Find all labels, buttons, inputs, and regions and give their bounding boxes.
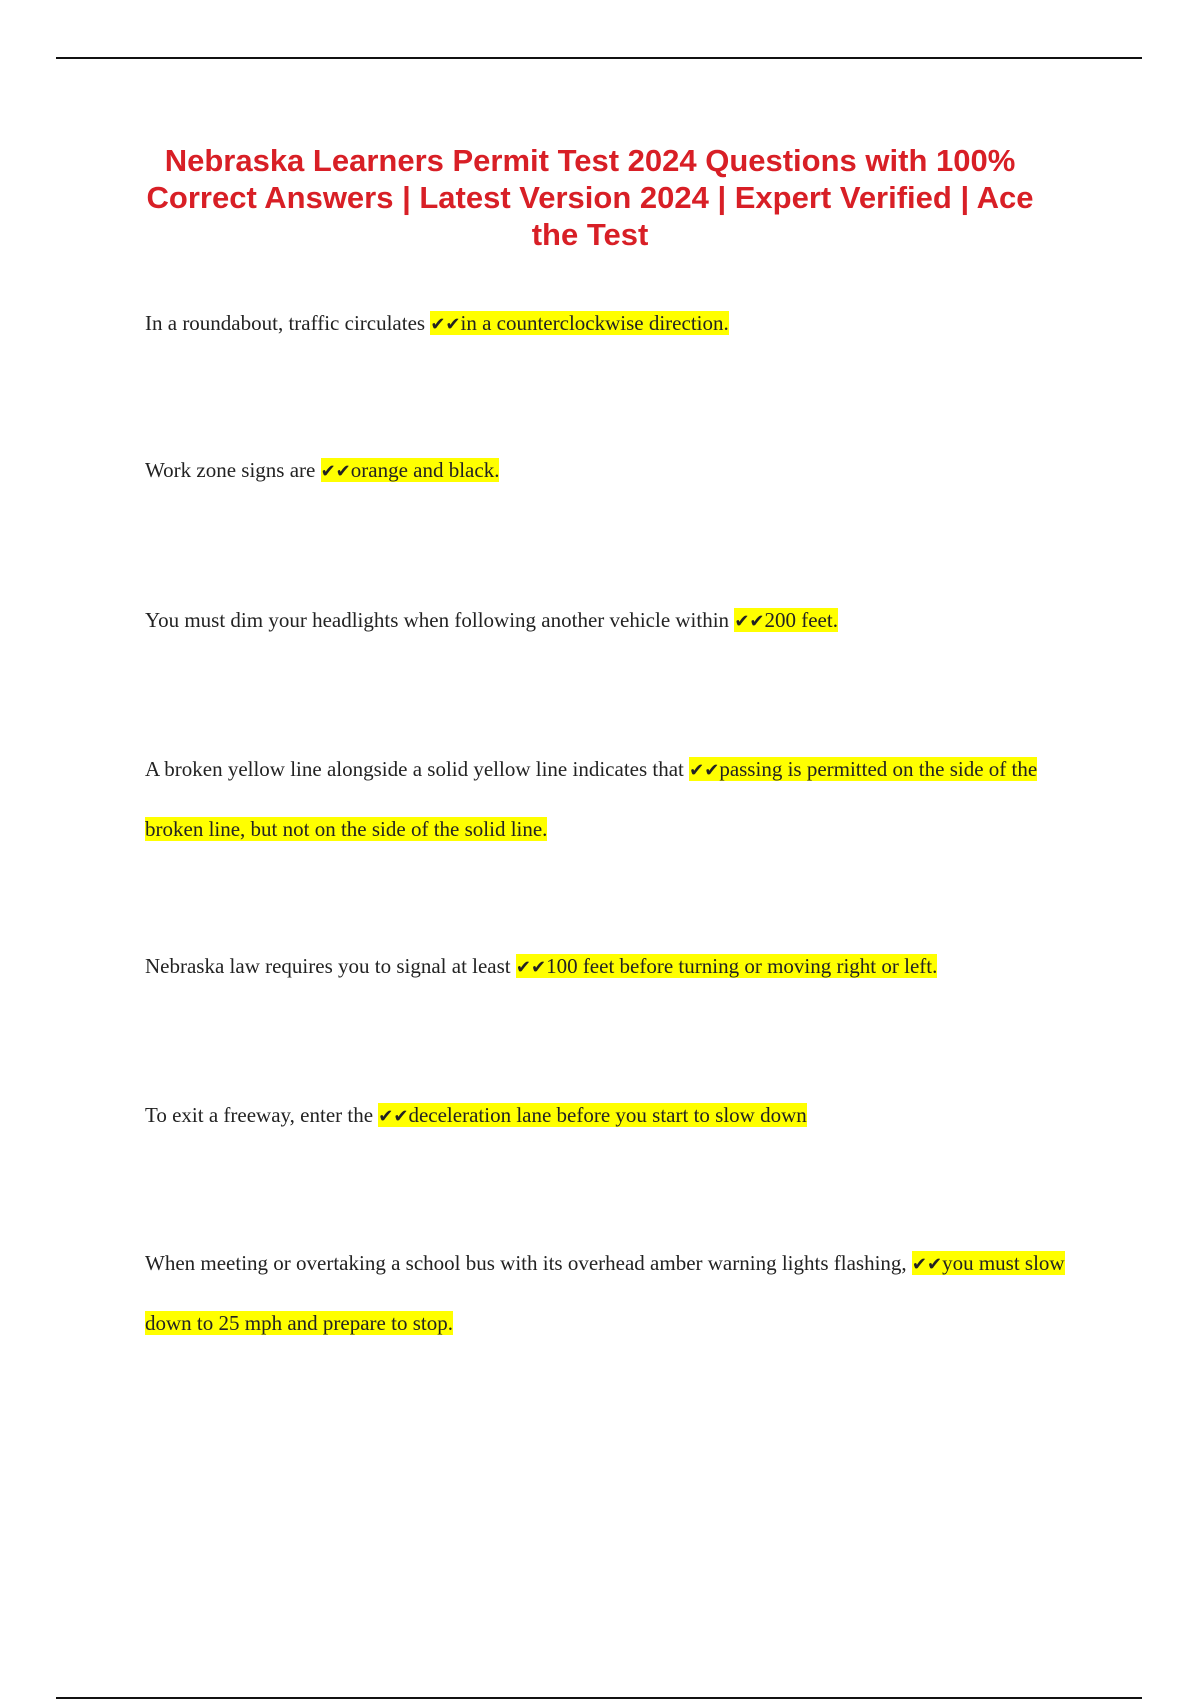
question-text: You must dim your headlights when following another vehicle within xyxy=(145,608,735,632)
question-text: Nebraska law requires you to signal at least xyxy=(145,954,516,978)
answer-highlight xyxy=(378,1103,806,1127)
qa-item-5 xyxy=(145,937,1075,997)
qa-item-1 xyxy=(145,294,1075,354)
double-check-icon: ✔✔ xyxy=(734,611,765,632)
bottom-rule xyxy=(56,1697,1142,1699)
qa-item-7 xyxy=(145,1234,1075,1352)
answer-highlight xyxy=(321,458,500,482)
answer-highlight xyxy=(430,311,728,335)
top-rule xyxy=(56,57,1142,59)
qa-item-4 xyxy=(145,740,1075,858)
qa-item-3 xyxy=(145,591,1075,651)
question-text: A broken yellow line alongside a solid yellow line indicates that xyxy=(145,757,690,781)
answer-text: passing is permitted on the side of the broken line, but not on the side of the solid line. xyxy=(145,757,1038,841)
answer-text: in a counterclockwise direction. xyxy=(460,311,729,335)
answer-text: orange and black. xyxy=(350,458,500,482)
answer-text: you must slow down to 25 mph and prepare to stop. xyxy=(145,1251,1065,1335)
qa-item-2 xyxy=(145,441,1075,501)
question-text: To exit a freeway, enter the xyxy=(145,1103,379,1127)
double-check-icon: ✔✔ xyxy=(378,1106,409,1127)
answer-text: deceleration lane before you start to slow down xyxy=(408,1103,807,1127)
answer-highlight xyxy=(516,954,937,978)
double-check-icon: ✔✔ xyxy=(689,760,720,781)
double-check-icon: ✔✔ xyxy=(515,957,547,978)
double-check-icon: ✔✔ xyxy=(430,314,461,335)
double-check-icon: ✔✔ xyxy=(320,461,351,482)
question-text: Work zone signs are xyxy=(145,458,321,482)
answer-text: 100 feet before turning or moving right or left. xyxy=(546,954,938,978)
question-text: In a roundabout, traffic circulates xyxy=(145,311,431,335)
document-title: Nebraska Learners Permit Test 2024 Questions with 100% Correct Answers | Latest Version 2024 | Expert Verified | Ace the Test xyxy=(146,143,1034,252)
answer-text: 200 feet. xyxy=(764,608,838,632)
double-check-icon: ✔✔ xyxy=(911,1254,943,1275)
answer-highlight xyxy=(734,608,838,632)
qa-item-6 xyxy=(145,1086,1075,1146)
question-text: When meeting or overtaking a school bus with its overhead amber warning lights flashing, xyxy=(145,1251,912,1275)
